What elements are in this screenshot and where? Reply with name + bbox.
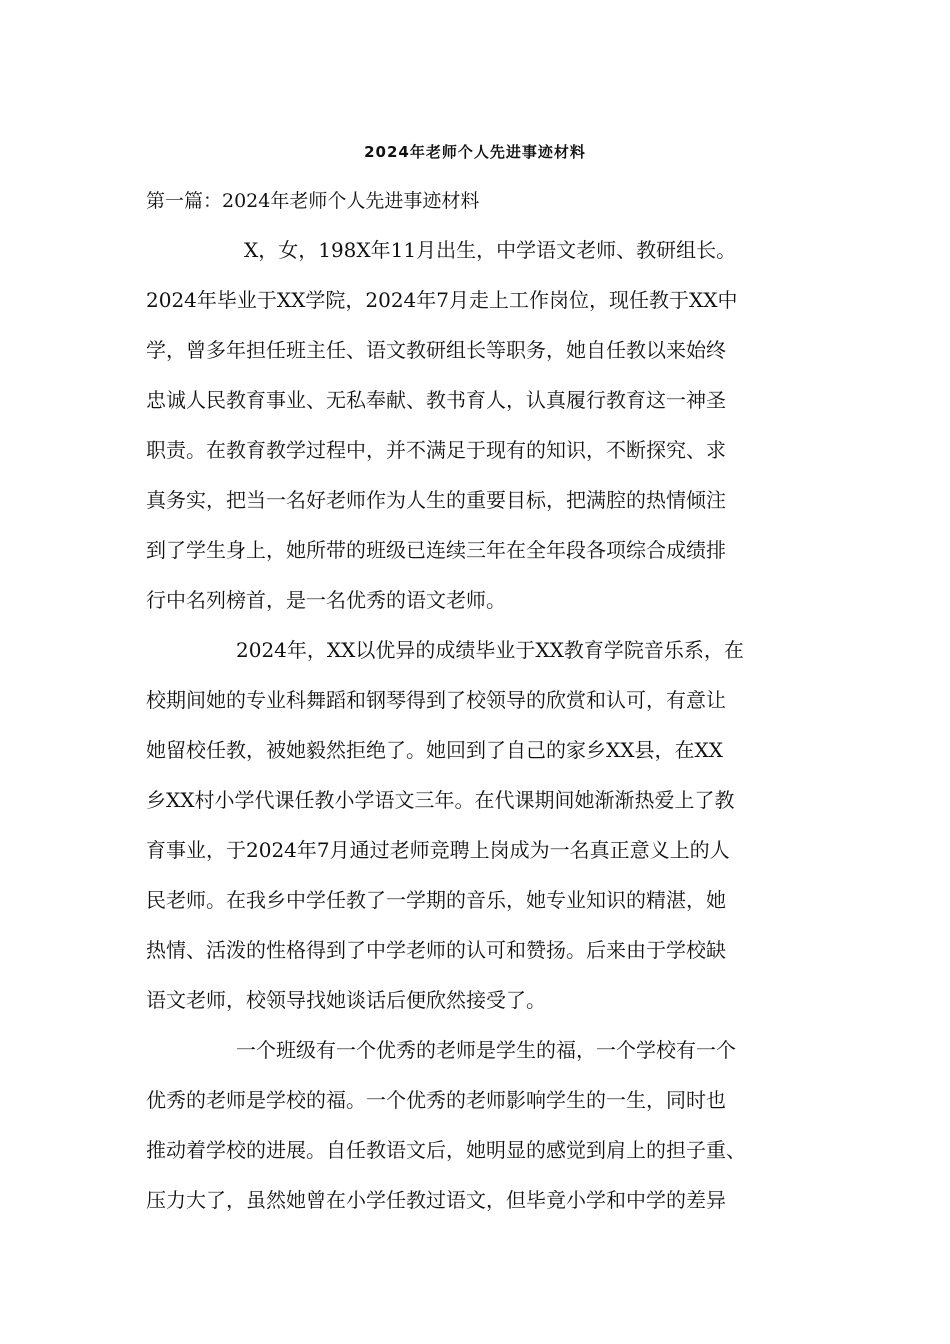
paragraph-1-line-3: 学，曾多年担任班主任、语文教研组长等职务，她自任教以来始终	[146, 338, 726, 362]
paragraph-3-line-4: 压力大了，虽然她曾在小学任教过语文，但毕竟小学和中学的差异	[146, 1188, 726, 1212]
paragraph-1-line-6: 真务实，把当一名好老师作为人生的重要目标，把满腔的热情倾注	[146, 488, 726, 512]
section-heading: 第一篇：2024年老师个人先进事迹材料	[146, 190, 480, 212]
paragraph-1-line-2: 2024年毕业于XX学院，2024年7月走上工作岗位，现任教于XX中	[146, 288, 738, 312]
paragraph-2-line-4: 乡XX村小学代课任教小学语文三年。在代课期间她渐渐热爱上了教	[146, 788, 735, 812]
paragraph-1-line-1: X，女，198X年11月出生，中学语文老师、教研组长。	[244, 238, 737, 262]
paragraph-2-line-5: 育事业，于2024年7月通过老师竞聘上岗成为一名真正意义上的人	[146, 838, 730, 862]
paragraph-2-line-3: 她留校任教，被她毅然拒绝了。她回到了自己的家乡XX县，在XX	[146, 738, 723, 762]
paragraph-2-line-8: 语文老师，校领导找她谈话后便欣然接受了。	[146, 988, 546, 1012]
document-title: 2024年老师个人先进事迹材料	[364, 143, 586, 161]
paragraph-1-line-4: 忠诚人民教育事业、无私奉献、教书育人，认真履行教育这一神圣	[146, 388, 726, 412]
paragraph-3-line-2: 优秀的老师是学校的福。一个优秀的老师影响学生的一生，同时也	[146, 1088, 726, 1112]
paragraph-2-line-2: 校期间她的专业科舞蹈和钢琴得到了校领导的欣赏和认可，有意让	[146, 688, 726, 712]
paragraph-1-line-8: 行中名列榜首，是一名优秀的语文老师。	[146, 588, 506, 612]
paragraph-1-line-5: 职责。在教育教学过程中，并不满足于现有的知识，不断探究、求	[146, 438, 726, 462]
paragraph-3-line-1: 一个班级有一个优秀的老师是学生的福，一个学校有一个	[236, 1038, 736, 1062]
paragraph-1-line-7: 到了学生身上，她所带的班级已连续三年在全年段各项综合成绩排	[146, 538, 726, 562]
paragraph-3-line-3: 推动着学校的进展。自任教语文后，她明显的感觉到肩上的担子重、	[146, 1138, 746, 1162]
paragraph-2-line-7: 热情、活泼的性格得到了中学老师的认可和赞扬。后来由于学校缺	[146, 938, 726, 962]
paragraph-2-line-6: 民老师。在我乡中学任教了一学期的音乐，她专业知识的精湛，她	[146, 888, 726, 912]
paragraph-2-line-1: 2024年，XX以优异的成绩毕业于XX教育学院音乐系，在	[236, 638, 744, 662]
